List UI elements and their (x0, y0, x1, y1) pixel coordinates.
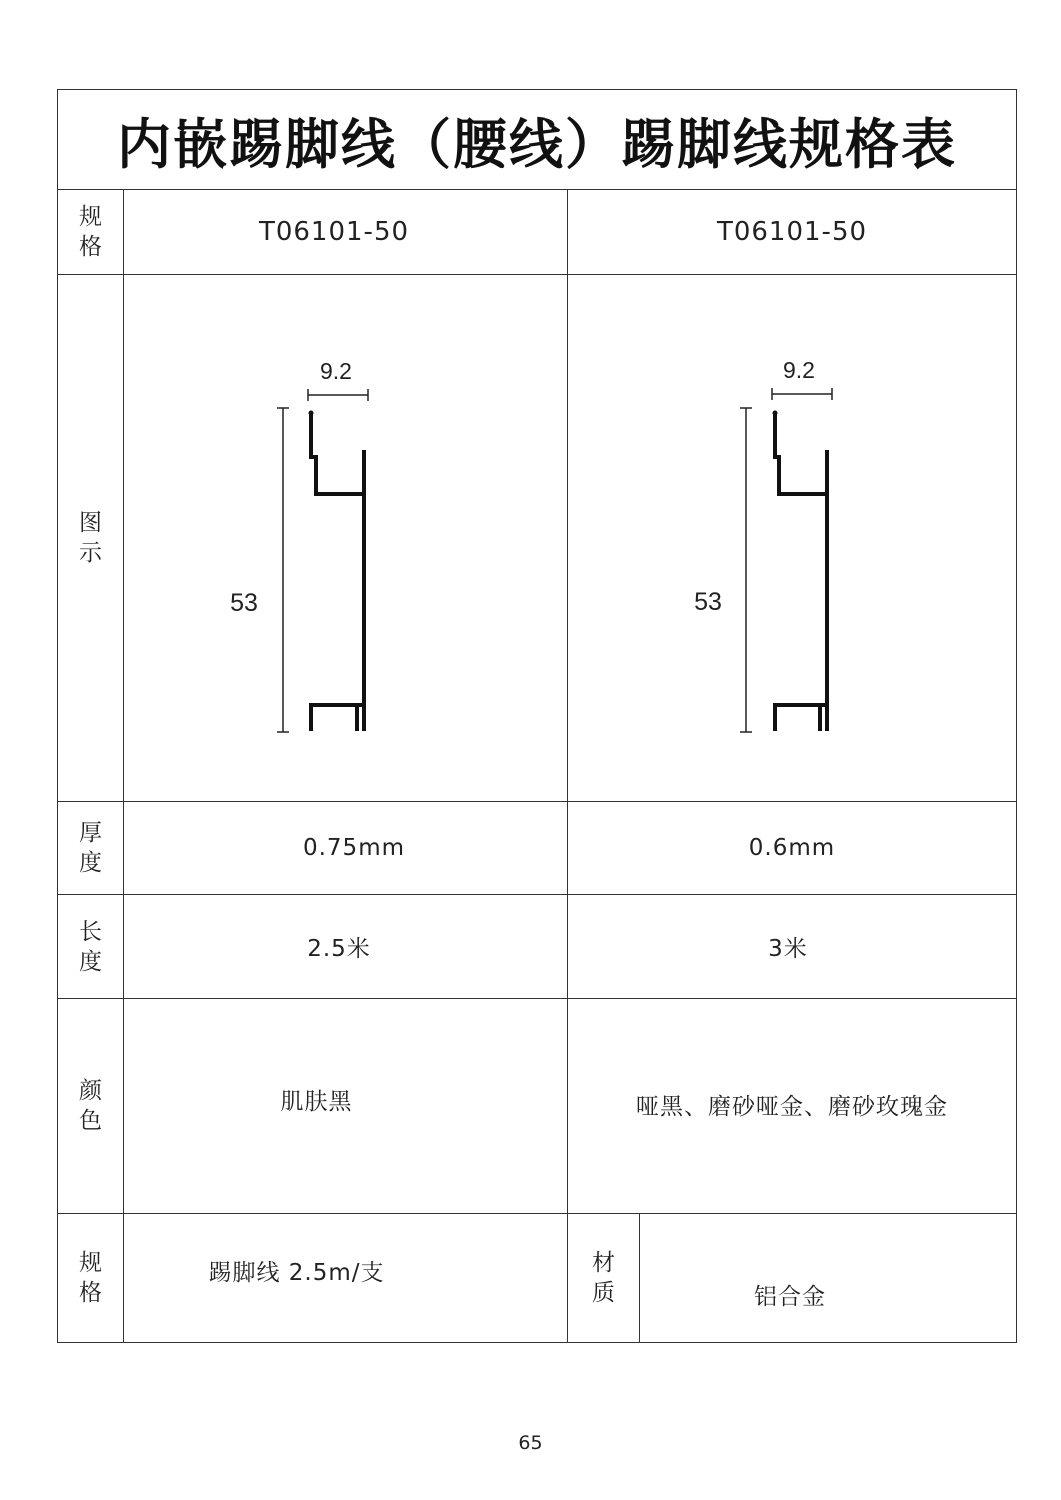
thickness-value-2: 0.6mm (748, 835, 836, 861)
profile-outline (775, 413, 827, 494)
height-dimension-label: 53 (230, 589, 258, 617)
label-spec: 规 格 (79, 204, 102, 260)
height-dimension-label: 53 (694, 588, 722, 616)
width-dimension-label: 9.2 (783, 357, 815, 383)
label-thickness: 厚 度 (79, 820, 102, 876)
profile-diagram-1 (124, 275, 567, 801)
label-material: 材 质 (592, 1250, 615, 1306)
label-color: 颜 色 (79, 1078, 102, 1134)
model-number-1: T06101-50 (258, 217, 410, 247)
length-value-2: 3米 (768, 936, 808, 962)
width-dimension-label: 9.2 (320, 358, 352, 384)
profile-diagram-2 (568, 275, 1016, 801)
length-value-1: 2.5米 (307, 936, 371, 962)
profile-outline (311, 413, 364, 494)
thickness-value-1: 0.75mm (302, 835, 406, 861)
label-length: 长 度 (79, 918, 102, 975)
color-value-1: 肌肤黑 (280, 1088, 353, 1115)
page-title: 内嵌踢脚线（腰线）踢脚线规格表 (117, 112, 957, 176)
label-diagram: 图 示 (79, 510, 102, 566)
material-value: 铝合金 (754, 1283, 826, 1310)
label-spec-2: 规 格 (79, 1250, 102, 1306)
color-value-2: 哑黑、磨砂哑金、磨砂玫瑰金 (636, 1093, 948, 1120)
page-number: 65 (518, 1432, 543, 1454)
spec-sheet-table (57, 89, 1017, 1343)
model-number-2: T06101-50 (716, 217, 868, 247)
spec-value: 踢脚线 2.5m/支 (208, 1259, 385, 1286)
